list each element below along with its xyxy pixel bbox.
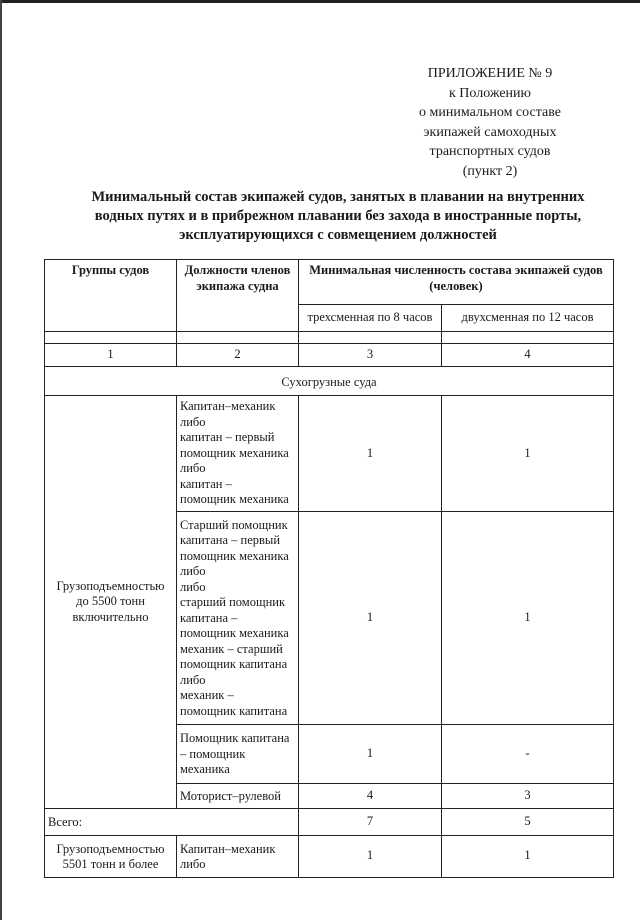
section-title: Сухогрузные суда	[45, 366, 614, 396]
header-position-line: Должности членов	[184, 263, 291, 277]
position-line: помощник механика	[180, 626, 289, 640]
position-line: либо	[180, 672, 206, 687]
position-line: старший помощник	[180, 595, 286, 609]
group-cell	[45, 396, 177, 809]
separator-cell	[442, 332, 614, 344]
column-number: 3	[299, 344, 442, 367]
shift2-value: -	[442, 725, 614, 784]
appendix-line: ПРИЛОЖЕНИЕ № 9	[427, 66, 553, 81]
crew-table	[44, 259, 614, 878]
column-number: 1	[45, 344, 177, 367]
table-row	[45, 835, 614, 877]
scan-edge-left	[0, 0, 2, 920]
appendix-line: к Положению	[448, 85, 531, 101]
position-line: механик –	[180, 688, 234, 702]
shift3-value: 1	[299, 835, 442, 877]
position-line: помощник капитана	[180, 703, 288, 718]
group-label-line: Грузоподъемностью	[56, 841, 165, 856]
appendix-line: транспортных судов	[429, 144, 551, 159]
position-line: – помощник	[180, 746, 246, 761]
header-group	[45, 260, 177, 332]
position-line: механика	[180, 762, 230, 776]
total-shift3: 7	[299, 809, 442, 836]
shift2-value: 1	[442, 835, 614, 877]
section-row	[45, 366, 614, 396]
separator-cell	[299, 332, 442, 344]
position-line: либо	[180, 461, 206, 475]
header-group-label: Группы судов	[71, 263, 150, 277]
position-line: помощник механика	[180, 492, 289, 506]
group-label-line: до 5500 тонн	[76, 594, 145, 609]
position-line: механик – старший	[180, 641, 283, 656]
title-line: водных путях и в прибрежном плавании без захода в иностранные порты,	[94, 208, 582, 224]
shift3-value: 1	[299, 396, 442, 512]
shift2-value: 1	[442, 396, 614, 512]
separator-cell	[177, 332, 299, 344]
position-cell	[177, 725, 299, 784]
header-min-crew-line: Минимальная численность состава экипажей судов	[309, 263, 603, 277]
separator-row	[45, 332, 614, 344]
position-cell	[177, 396, 299, 512]
position-line: Старший помощник	[180, 517, 288, 532]
position-line: помощник механика	[180, 548, 289, 563]
scan-edge-top	[0, 0, 640, 3]
header-row	[45, 260, 614, 305]
shift2-value: 1	[442, 511, 614, 725]
shift3-value: 4	[299, 783, 442, 809]
position-line: капитана – первый	[180, 533, 281, 547]
position-line: помощник механика	[180, 445, 289, 460]
total-shift2: 5	[442, 809, 614, 836]
appendix-header	[400, 64, 580, 181]
position-cell	[177, 783, 299, 809]
position-line: либо	[180, 564, 206, 578]
header-position-line: экипажа судна	[196, 278, 279, 293]
position-line: Капитан–механик	[180, 399, 276, 413]
title-line: эксплуатирующихся с совмещением должностей	[179, 227, 497, 243]
position-line: Капитан–механик	[180, 841, 276, 856]
group-label-line: включительно	[72, 609, 149, 624]
position-line: капитан – первый	[180, 430, 275, 444]
appendix-line: (пункт 2)	[462, 163, 518, 179]
shift3-value: 1	[299, 725, 442, 784]
shift2-value: 3	[442, 783, 614, 809]
header-shift2: двухсменная по 12 часов	[442, 305, 614, 332]
title-line: Минимальный состав экипажей судов, занятых в плавании на внутренних	[91, 189, 585, 205]
header-position	[177, 260, 299, 332]
header-min-crew	[299, 260, 614, 305]
position-line: капитана –	[180, 610, 238, 625]
position-line: Моторист–рулевой	[180, 788, 281, 803]
group-cell	[45, 835, 177, 877]
column-number: 4	[442, 344, 614, 367]
group-label-line: Грузоподъемностью	[56, 578, 165, 593]
position-line: либо	[180, 414, 206, 429]
header-shift3: трехсменная по 8 часов	[299, 305, 442, 332]
position-cell	[177, 511, 299, 725]
column-number: 2	[177, 344, 299, 367]
position-line: либо	[180, 857, 206, 871]
column-number-row	[45, 344, 614, 367]
total-label: Всего:	[45, 809, 299, 836]
group-label-line: 5501 тонн и более	[62, 857, 159, 871]
shift3-value: 1	[299, 511, 442, 725]
appendix-line: экипажей самоходных	[423, 124, 557, 140]
header-min-crew-line: (человек)	[429, 278, 483, 293]
separator-cell	[45, 332, 177, 344]
position-line: капитан –	[180, 476, 232, 491]
position-line: помощник капитана	[180, 657, 288, 671]
table-row	[45, 396, 614, 512]
position-line: либо	[180, 579, 206, 594]
appendix-line: о минимальном составе	[419, 105, 561, 120]
total-row	[45, 809, 614, 836]
document-title	[60, 188, 616, 245]
position-line: Помощник капитана	[180, 731, 290, 745]
position-cell	[177, 835, 299, 877]
